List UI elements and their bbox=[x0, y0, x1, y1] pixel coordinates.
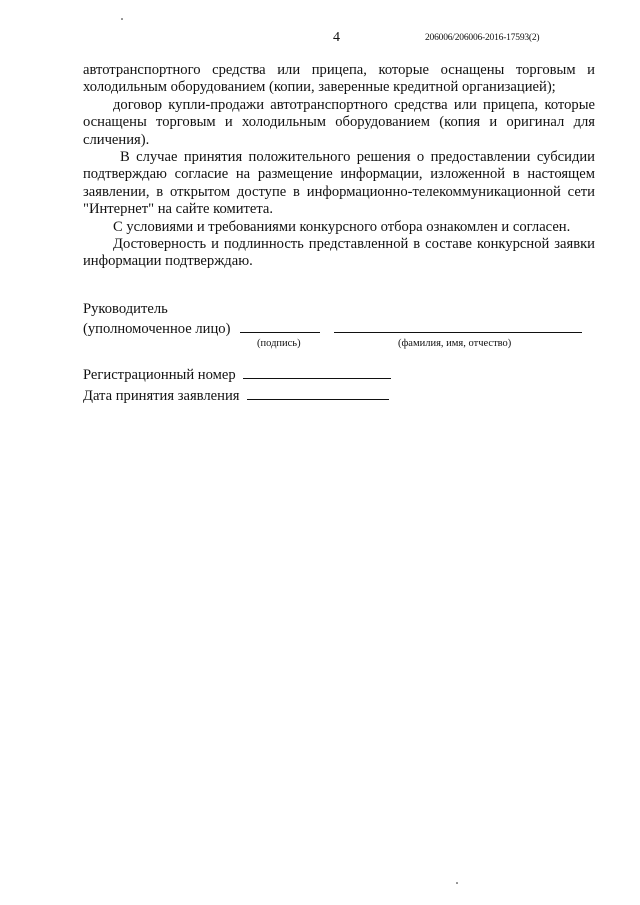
registration-number-label: Регистрационный номер bbox=[83, 367, 236, 383]
signature-caption: (подпись) bbox=[257, 338, 301, 349]
scan-speck bbox=[121, 18, 123, 20]
registration-number-line bbox=[243, 364, 391, 379]
page-number: 4 bbox=[333, 30, 340, 45]
signature-block bbox=[83, 300, 603, 338]
full-name-caption: (фамилия, имя, отчество) bbox=[398, 338, 512, 349]
acceptance-date-label: Дата принятия заявления bbox=[83, 387, 240, 404]
role-sub-label: (уполномоченное лицо) bbox=[83, 321, 231, 337]
signature-line bbox=[240, 318, 320, 333]
scan-speck bbox=[456, 882, 458, 884]
paragraph-terms-acknowledged: С условиями и требованиями конкурсного отбора ознакомлен и согласен. bbox=[113, 218, 571, 235]
registration-block bbox=[83, 364, 391, 405]
paragraph-info-confirmed: Достоверность и подлинность представленной в составе конкурсной заявки информации подтверждаю. bbox=[83, 236, 595, 270]
paragraph-vehicle-copies: автотранспортного средства или прицепа, которые оснащены торговым и холодильным оборудованием (копии, заверенные кредитной организацией); bbox=[83, 62, 595, 96]
paragraph-consent-publication: В случае принятия положительного решения о предоставлении субсидии подтверждаю согласие на размещение информации, изложенной в настоящем заявлении, в открытом доступе в информационно-телекоммуникационной сети "Интернет" на сайте комитета. bbox=[83, 149, 595, 218]
paragraph-sale-contract: договор купли-продажи автотранспортного средства или прицепа, которые оснащены торговым и холодильным оборудованием (копия и оригинал для сличения). bbox=[83, 96, 595, 148]
document-code: 206006/206006-2016-17593(2) bbox=[425, 33, 540, 43]
role-label: Руководитель bbox=[83, 301, 168, 317]
full-name-line bbox=[334, 318, 582, 333]
acceptance-date-line bbox=[247, 385, 389, 400]
document-body bbox=[83, 62, 595, 271]
